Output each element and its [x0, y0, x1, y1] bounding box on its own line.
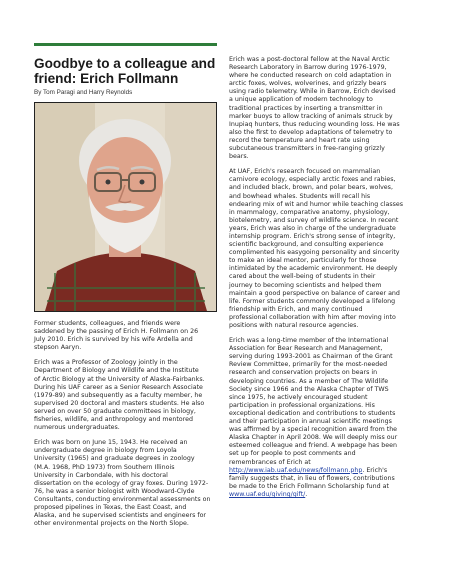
caption-line: saddened by the passing of Erich H. Follmann on 26 — [34, 328, 199, 336]
left-column — [34, 56, 219, 528]
text-line: Erich was a Professor of Zoology jointly in the — [34, 359, 178, 367]
text-line: positions with natural resource agencies. — [229, 322, 359, 329]
text-line: Consultants, conducting environmental assessments on — [34, 495, 211, 503]
text-line: (M.A. 1968, PhD 1973) from Southern Illinois — [34, 463, 175, 471]
paragraph-research — [229, 168, 419, 330]
text-line: and their participation in annual scientific meetings — [229, 418, 392, 426]
text-line: maintain a good perspective on balance of career and — [229, 289, 400, 297]
text-line: of Arctic Biology at the University of Alaska-Fairbanks. — [34, 375, 205, 383]
text-line: also the first to develop adaptations of telemetry to — [229, 128, 393, 136]
text-line: be made to the Erich Follmann Scholarship fund at — [229, 482, 389, 490]
portrait-photo — [34, 102, 217, 312]
text-line: supervised 20 doctoral and masters students. He also — [34, 399, 205, 407]
text-line: participation in professional organizations. His — [229, 401, 375, 409]
text-line: years, Erich was also in charge of the undergraduate — [229, 224, 396, 232]
text-line: Erich was a post-doctoral fellow at the Naval Arctic — [229, 56, 390, 63]
text-line: University in Carbondale, with his doctoral — [34, 471, 168, 479]
text-line: family suggests that, in lieu of flowers, contributions — [229, 474, 395, 482]
text-line: dissertation on the ecology of gray foxes. During 1972- — [34, 479, 209, 487]
text-line: intimidated by the academic environment. He deeply — [229, 265, 398, 273]
title-line-1: Goodbye to a colleague and — [34, 56, 216, 71]
text-line: esteemed colleague and friend. A webpage has been — [229, 442, 397, 450]
caption-line: July 2010. Erich is survived by his wife Ardella and — [34, 336, 193, 344]
paragraph-memberships — [229, 337, 419, 499]
text-line: biotelemetry, and survey of wildlife science. In recent — [229, 216, 399, 224]
text-after-link: . Erich's — [362, 466, 388, 474]
text-line: cared about the well-being of students in their — [229, 273, 376, 281]
text-line: to make an ideal mentor, particularly for those — [229, 257, 377, 265]
text-line: record the temperature and heart rate using — [229, 136, 370, 144]
text-line: Research Laboratory in Barrow during 1976-1979, — [229, 64, 387, 72]
text-line: where he conducted research on cold adaptation in — [229, 72, 392, 80]
text-line: developing countries. As a member of The Wildlife — [229, 377, 389, 385]
caption-line: Former students, colleagues, and friends were — [34, 320, 181, 327]
caption-line: stepson Aaryn. — [34, 344, 82, 352]
article-title — [34, 56, 219, 86]
text-line: remembrances of Erich at — [229, 458, 311, 466]
text-line: traditional practices by inserting a transmitter in — [229, 104, 383, 112]
text-line: a unique application of modern technology to — [229, 96, 373, 104]
paragraph-education — [34, 439, 219, 528]
text-line: Erich was a long-time member of the International — [229, 337, 389, 345]
text-line: set up for people to post comments and — [229, 450, 356, 458]
text-line: professional collaboration with him after moving into — [229, 313, 396, 321]
text-line: At UAF, Erich's research focused on mammalian — [229, 168, 381, 176]
text-line: fisheries, wildlife, and anthropology and mentored — [34, 416, 193, 424]
text-line: carnivore ecology, especially arctic foxes and rabies, — [229, 176, 396, 184]
text-line: University (1965) and graduate degrees in zoology — [34, 455, 195, 463]
photo-caption — [34, 320, 219, 352]
text-line: Inupiaq hunters, thus reducing wounding loss. He was — [229, 120, 400, 128]
text-line: undergraduate degree in biology from Loyola — [34, 447, 177, 455]
remembrance-page-link[interactable]: http://www.iab.uaf.edu/news/follmann.php — [229, 466, 363, 474]
text-line: other environmental projects on the North Slope. — [34, 520, 189, 528]
text-line: using radio telemetry. While in Barrow, Erich devised — [229, 88, 396, 96]
text-after-link: . — [305, 490, 308, 498]
byline: By Tom Paragi and Harry Reynolds — [34, 89, 133, 96]
paragraph-postdoc — [229, 56, 419, 161]
text-line: complimented his easygoing personality and sincerity — [229, 249, 400, 257]
portrait-illustration — [35, 103, 216, 311]
text-line: life. Former students commonly developed a lifelong — [229, 297, 396, 305]
text-line: research and conservation projects on bears in — [229, 369, 378, 377]
text-line: marker buoys to allow tracking of animals struck by — [229, 112, 393, 120]
text-line: and included black, brown, and polar bears, wolves, — [229, 184, 393, 192]
text-line: Erich was born on June 15, 1943. He received an — [34, 439, 188, 447]
text-line: bears. — [229, 153, 249, 161]
text-line: 76, he was a senior biologist with Woodward-Clyde — [34, 487, 195, 495]
text-line: was affirmed by a special recognition award from the — [229, 426, 398, 434]
text-line: since 1975, he actively encouraged student — [229, 393, 368, 401]
text-line: Alaska, and he supervised scientists and engineers for — [34, 512, 207, 520]
text-line: numerous undergraduates. — [34, 424, 120, 432]
text-line: in mammalogy, comparative anatomy, physiology, — [229, 208, 390, 216]
text-line: internship program. Erich's strong sense of integrity, — [229, 232, 396, 240]
text-line: scientific background, and consulting experience — [229, 241, 384, 249]
title-line-2: friend: Erich Follmann — [34, 71, 179, 86]
text-line: endearing mix of wit and humor while teaching classes — [229, 200, 404, 208]
right-column — [229, 56, 419, 499]
scholarship-gift-link[interactable]: www.uaf.edu/giving/gift/ — [229, 490, 306, 498]
text-line: exceptional dedication and contributions to students — [229, 409, 396, 417]
text-line: Department of Biology and Wildlife and the Institute — [34, 367, 199, 375]
text-line: journey to becoming scientists and helped them — [229, 281, 382, 289]
text-line: During his UAF career as a Senior Research Associate — [34, 383, 203, 391]
text-line: Alaska Chapter in April 2008. We will deeply miss our — [229, 434, 398, 442]
text-line: proposed pipelines in Texas, the East Coast, and — [34, 503, 187, 511]
text-line: friendship with Erich, and many continued — [229, 305, 363, 313]
paragraph-career — [34, 359, 219, 432]
text-line: served on over 50 graduate committees in biology, — [34, 407, 196, 415]
text-line: (1979-89) and subsequently as a faculty member, he — [34, 391, 203, 399]
header-rule — [34, 43, 217, 46]
text-line: Society since 1966 and the Alaska Chapter of TWS — [229, 385, 389, 393]
text-line: and bowhead whales. Students will recall his — [229, 192, 371, 200]
text-line: arctic foxes, wolves, wolverines, and grizzly bears — [229, 80, 387, 88]
text-line: Association for Bear Research and Management, — [229, 345, 383, 353]
text-line: Review Committee, primarily for the most-needed — [229, 361, 388, 369]
text-line: subcutaneous transmitters in free-ranging grizzly — [229, 145, 385, 153]
text-line: serving during 1993-2001 as Chairman of the Grant — [229, 353, 393, 361]
